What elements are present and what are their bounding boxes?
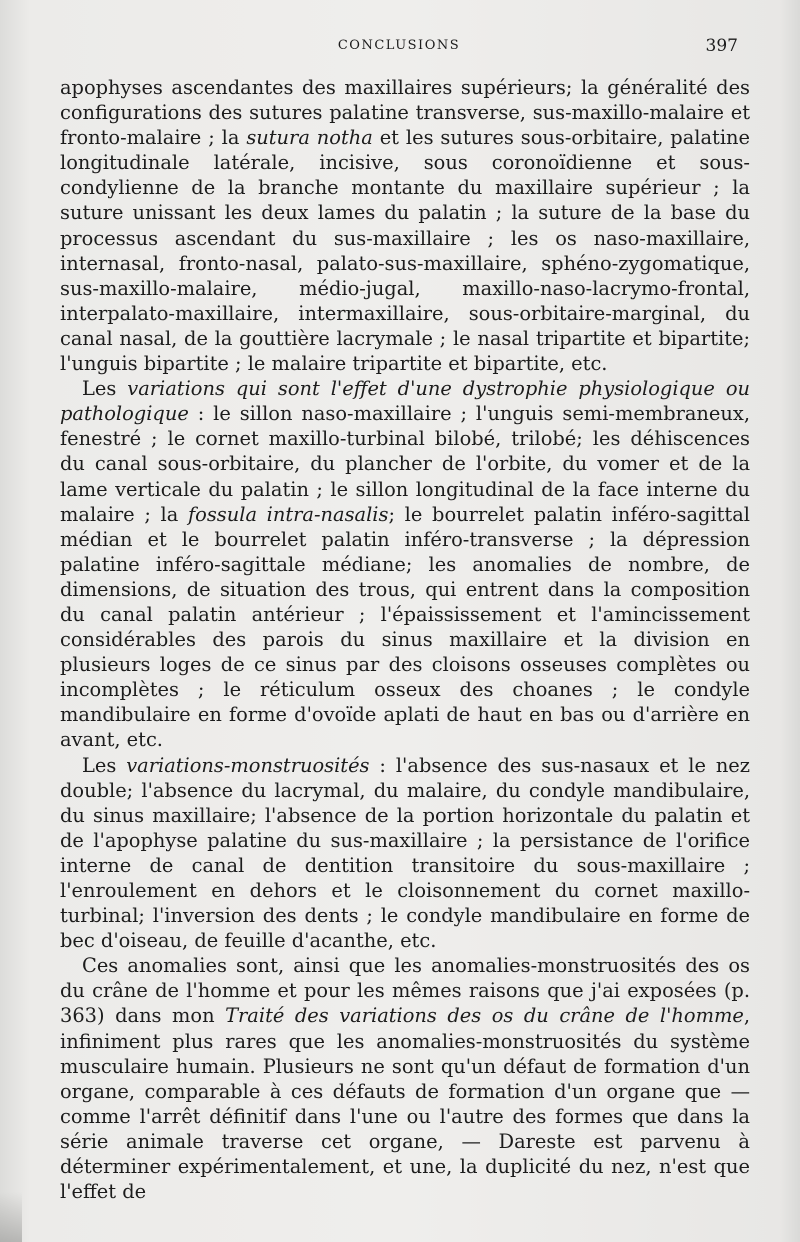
paragraph-2-text-b: : le sillon naso-maxillaire ; l'unguis semi-membraneux, fenestré ; le cornet maxillo-turbinal bilobé, trilobé; les déhiscences du canal sous-orbitaire, du plancher de l'orbite, du vomer et de la lame verticale du palatin ; le sillon longitudinal de la face interne du malaire ; la xyxy=(60,402,750,526)
body-text xyxy=(60,75,750,1204)
scan-edge-shadow xyxy=(0,1192,22,1242)
paragraph-3-italic-a: variations-monstruosités xyxy=(126,753,370,777)
paragraph-1-text-a: apophyses ascendantes des maxillaires supérieurs; la généralité des configurations des sutures palatine transverse, sus-maxillo-malaire et fronto-malaire ; la xyxy=(60,76,750,150)
paragraph-4-text-b: , infiniment plus rares que les anomalies-monstruosités du système musculaire humain. Plusieurs ne sont qu'un défaut de formation d'un organe, comparable à ces défauts de formation d'un organe que — comme l'arrêt définitif dans l'une ou l'autre des formes que dans la série animale traverse cet organe, — Dareste est parvenu à déterminer expérimentalement, et une, la duplicité du nez, n'est que l'effet de xyxy=(60,1004,751,1204)
paragraph-3-text-b: : l'absence des sus-nasaux et le nez double; l'absence du lacrymal, du malaire, du condyle mandibulaire, du sinus maxillaire; l'absence de la portion horizontale du palatin et de l'apophyse palatine du sus-maxillaire ; la persistance de l'orifice interne de canal de dentition transitoire du sous-maxillaire ; l'enroulement en dehors et le cloisonnement du cornet maxillo-turbinal; l'inversion des dents ; le condyle mandibulaire en forme de bec d'oiseau, de feuille d'acanthe, etc. xyxy=(60,753,750,953)
paragraph-1-italic-a: sutura notha xyxy=(246,126,373,150)
paragraph-4-italic-a: Traité des variations des os du crâne de l'homme xyxy=(225,1004,744,1028)
paragraph-2-italic-b: fossula intra-nasalis xyxy=(188,502,389,526)
paragraph-2-text-a: Les xyxy=(82,377,128,401)
paragraph-2 xyxy=(60,376,750,752)
paragraph-2-text-c: ; le bourrelet palatin inféro-sagittal médian et le bourrelet palatin inféro-transverse ; la dépression palatine inféro-sagittale médiane; les anomalies de nombre, de dimensions, de situation des trous, qui entrent dans la composition du canal palatin antérieur ; l'épaississement et l'amincissement considérables des parois du sinus maxillaire et la division en plusieurs loges de ce sinus par des cloisons osseuses complètes ou incomplètes ; le réticulum osseux des choanes ; le condyle mandibulaire en forme d'ovoïde aplati de haut en bas ou d'arrière en avant, etc. xyxy=(60,502,750,752)
paragraph-4 xyxy=(60,953,750,1204)
paragraph-1 xyxy=(60,75,750,376)
paragraph-2-italic-a: variations qui sont l'effet d'une dystrophie physiologique ou pathologique xyxy=(60,377,750,426)
page-header xyxy=(60,36,738,58)
paragraph-3-text-a: Les xyxy=(82,753,127,777)
paragraph-3 xyxy=(60,753,750,954)
paragraph-1-text-b: et les sutures sous-orbitaire, palatine longitudinale latérale, incisive, sous coronoïdienne et sous-condylienne de la branche montante du maxillaire supérieur ; la suture unissant les deux lames du palatin ; la suture de la base du processus ascendant du sus-maxillaire ; les os naso-maxillaire, internasal, fronto-nasal, palato-sus-maxillaire, sphéno-zygomatique, sus-maxillo-malaire, médio-jugal, maxillo-naso-lacrymo-frontal, interpalato-maxillaire, intermaxillaire, sous-orbitaire-marginal, du canal nasal, de la gouttière lacrymale ; le nasal tripartite et bipartite; l'unguis bipartite ; le malaire tripartite et bipartite, etc. xyxy=(60,126,750,376)
paragraph-4-text-a: Ces anomalies sont, ainsi que les anomalies-monstruosités des os du crâne de l'homme et pour les mêmes raisons que j'ai exposées (p. 363) dans mon xyxy=(60,954,750,1028)
page-number: 397 xyxy=(705,36,738,56)
running-head: CONCLUSIONS xyxy=(337,38,461,53)
